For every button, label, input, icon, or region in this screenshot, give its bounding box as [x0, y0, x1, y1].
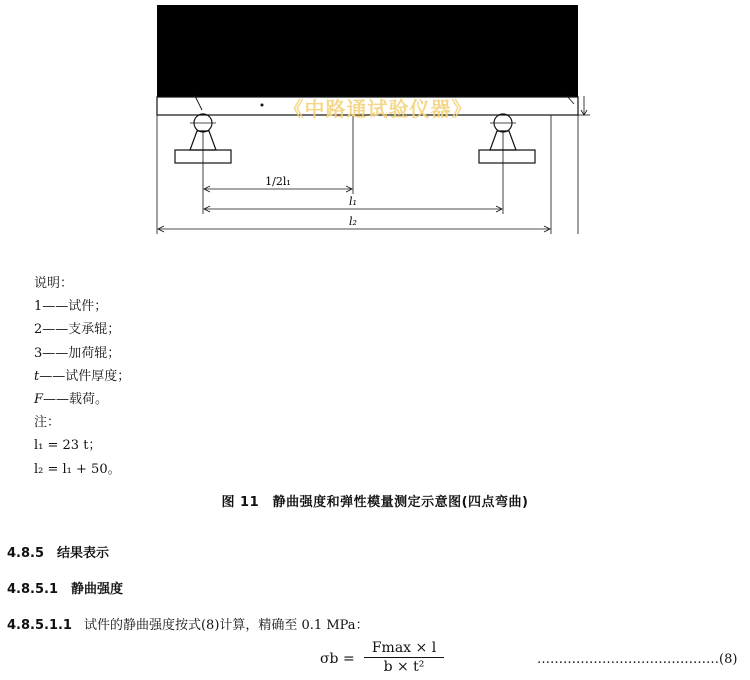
dim-half-label: 1/2l₁ [265, 175, 291, 188]
note-line: l₁ = 23 t； [34, 438, 102, 454]
formula-denominator: b × t² [383, 659, 425, 675]
legend-item: 3——加荷辊； [34, 345, 121, 361]
notes-title: 说明： [34, 276, 74, 291]
dim-l1-label: l₁ [349, 195, 357, 208]
clause-number: 4.8.5.1.1 [7, 618, 72, 633]
section-heading: 4.8.5 结果表示 [7, 546, 110, 561]
formula-numerator: Fmax × l [364, 640, 444, 658]
redacted-block [157, 5, 578, 97]
figure-caption: 图 11 静曲强度和弹性模量测定示意图(四点弯曲) [221, 495, 529, 510]
dimension-half-l1 [204, 175, 352, 192]
equation-reference: ……………………………………(8) [537, 652, 738, 667]
note-title: 注： [34, 415, 61, 431]
legend-item: 2——支承辊； [34, 322, 121, 338]
legend-item: t——试件厚度； [34, 368, 131, 384]
callout-dot [261, 104, 264, 107]
dimension-l2 [158, 215, 550, 232]
figure-notes [34, 272, 130, 481]
legend-item: F——载荷。 [34, 392, 109, 408]
clause-text: 试件的静曲强度按式(8)计算，精确至 0.1 MPa： [83, 618, 369, 633]
dim-l2-label: l₂ [349, 215, 357, 228]
watermark-text: 《中路通试验仪器》 [283, 97, 473, 121]
formula-lhs: σb = [320, 651, 355, 667]
formula-8 [320, 640, 460, 676]
formula-fraction [364, 640, 444, 675]
dimension-l1 [204, 195, 502, 212]
note-line: l₂ = l₁ + 50。 [34, 461, 121, 477]
clause-paragraph [7, 614, 369, 633]
legend-item: 1——试件； [34, 299, 108, 315]
subsection-heading: 4.8.5.1 静曲强度 [7, 582, 123, 597]
